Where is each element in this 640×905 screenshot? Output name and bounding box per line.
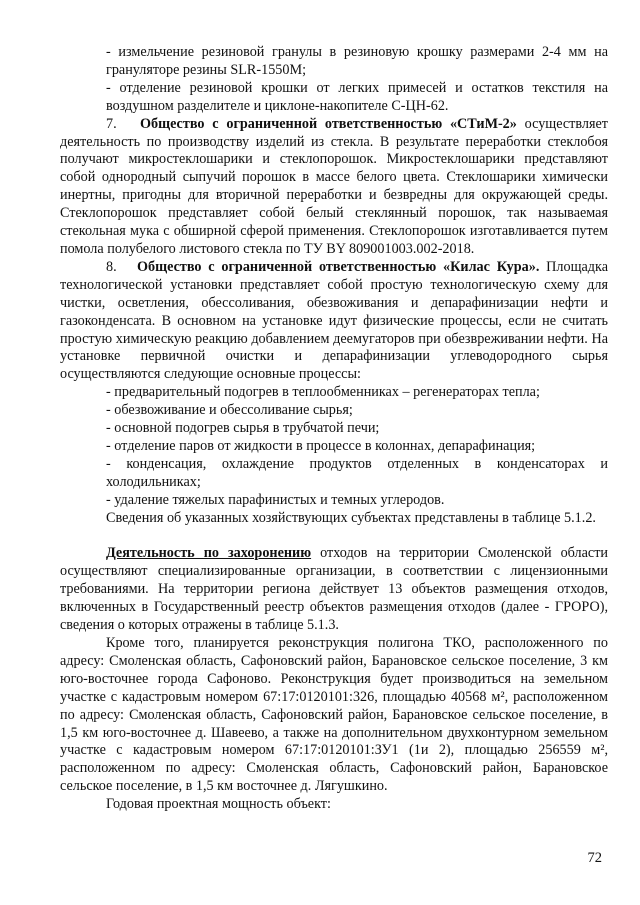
list-item: - обезвоживание и обессоливание сырья; bbox=[106, 402, 353, 419]
process-list bbox=[60, 384, 608, 509]
organization-name: Общество с ограниченной ответственностью «СТиМ-2» bbox=[139, 115, 517, 132]
list-item: - отделение паров от жидкости в процессе в колоннах, депарафинация; bbox=[106, 437, 536, 454]
burial-paragraph bbox=[60, 545, 608, 635]
page-number: 72 bbox=[587, 850, 602, 866]
organization-name: Общество с ограниченной ответственностью «Килас Кура». bbox=[137, 258, 540, 275]
list-item: - основной подогрев сырья в трубчатой печи; bbox=[106, 420, 380, 437]
capacity-paragraph: Годовая проектная мощность объект: bbox=[106, 796, 331, 813]
paragraph-number: 8. bbox=[106, 258, 117, 275]
summary-paragraph: Сведения об указанных хозяйствующих субъектах представлены в таблице 5.1.2. bbox=[106, 509, 596, 526]
list-item: - предварительный подогрев в теплообменниках – регенераторах тепла; bbox=[106, 384, 540, 401]
paragraph-text: Площадка технологической установки представляет собой простую технологическую схему для чистки, осветления, обессоливания, обезвоживания и депарафинизации нефти и газоконденсата. В основном на установке идут физические процессы, если не считать простую химическую реакцию добавлением деемугаторов при обезвреживании нефти. На установке первичной очистки и депарафинизации углеводородного сырья осуществляются следующие основные процессы: bbox=[60, 258, 608, 383]
document-page bbox=[60, 44, 608, 814]
list-item: - отделение резиновой крошки от легких примесей и остатков текстиля на воздушном разделителе и циклоне-накопителе С-ЦН-62. bbox=[106, 79, 608, 114]
paragraph-text: осуществляет деятельность по производству изделий из стекла. В результате переработки стеклобоя получают микростеклошарики и стеклопорошок. Микростеклошарики представляют собой однородный сыпучий порошок в массе белого цвета. Стеклошарики химически инертны, пригодны для вторичной переработки и безвредны для окружающей среды. Стеклопорошок представляет собой белый стеклянный порошок, так называемая стекольная мука с обширной сферой применения. Стеклопорошок изготавливается путем помола полубелого листового стекла по ТУ BY 809001003.002-2018. bbox=[60, 115, 608, 257]
list-item: - удаление тяжелых парафинистых и темных углеродов. bbox=[106, 491, 445, 508]
list-item: - измельчение резиновой гранулы в резиновую крошку размерами 2-4 мм на грануляторе резины SLR-1550M; bbox=[106, 44, 608, 78]
paragraph-kilas-kura bbox=[60, 259, 608, 384]
paragraph-stim2 bbox=[60, 116, 608, 259]
paragraph-number: 7. bbox=[106, 115, 117, 132]
reconstruction-paragraph: Кроме того, планируется реконструкция полигона ТКО, расположенного по адресу: Смоленская область, Сафоновский район, Барановское сельское поселение, 3 км юго-восточнее города Сафоново. Реконструкция будет производиться на земельном участке с кадастровым номером 67:17:0120101:326, площадью 40568 м², расположенном по адресу: Смоленская область, Сафоновский район, Барановское сельское поселение, в 1,5 км юго-восточнее д. Шавеево, а также на дополнительном двухконтурном земельном участке с кадастровым номером 67:17:0120101:ЗУ1 (1и 2), площадью 256559 м², расположенном по адресу: Смоленская область, Сафоновский район, Барановское сельское поселение, в 1,5 км восточнее д. Лягушкино. bbox=[60, 635, 608, 795]
paragraph-text: отходов на территории Смоленской области осуществляют специализированные организации, в соответствии с лицензионными требованиями. На территории региона действует 13 объектов размещения отходов, включенных в Государственный реестр объектов размещения отходов (далее - ГРОРО), сведения о которых отражены в таблице 5.1.3. bbox=[60, 545, 608, 634]
list-item: - конденсация, охлаждение продуктов отделенных в конденсаторах и холодильниках; bbox=[106, 455, 608, 490]
section-heading: Деятельность по захоронению bbox=[106, 545, 312, 562]
